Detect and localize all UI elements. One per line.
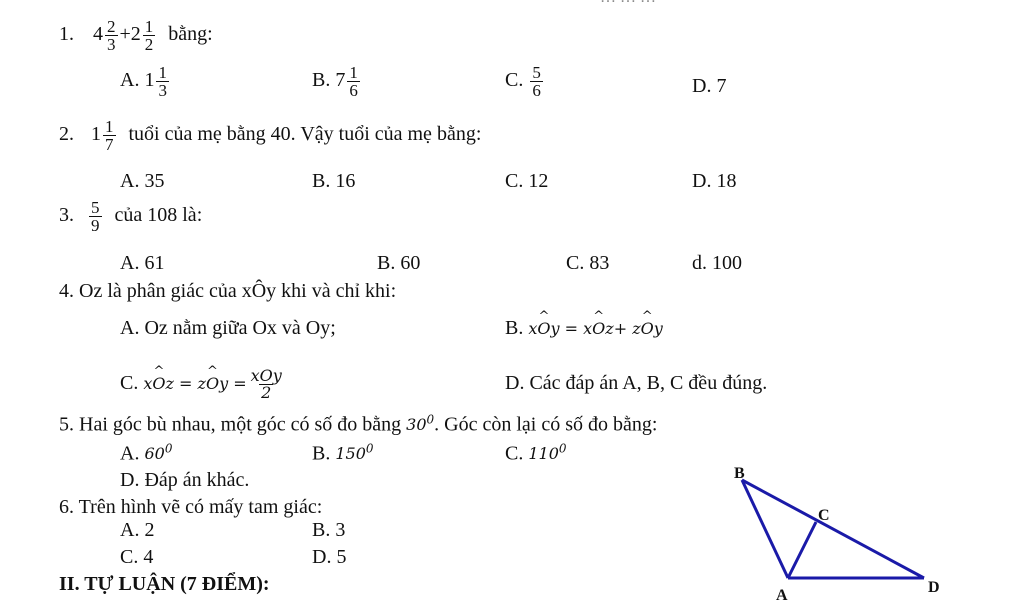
- q5-deg-sup: 0: [426, 413, 435, 427]
- q2-option-c[interactable]: C. 12: [505, 170, 549, 192]
- q1-c-label: C.: [505, 69, 524, 92]
- q2-text: tuổi của mẹ bằng 40. Vậy tuổi của mẹ bằng:: [128, 123, 482, 146]
- q2-option-d[interactable]: D. 18: [692, 170, 737, 192]
- q5-c-value: [528, 444, 566, 463]
- q5-option-d[interactable]: D. Đáp án khác.: [120, 469, 250, 491]
- q1-b-den: 6: [349, 81, 358, 100]
- q3-frac-num: 5: [91, 198, 100, 217]
- q5-b-label: B.: [312, 442, 331, 465]
- vertex-a-label: A: [776, 587, 788, 602]
- vertex-c-label: C: [818, 507, 830, 524]
- q4-c-label: C.: [120, 372, 139, 395]
- q5-a-label: A.: [120, 442, 140, 465]
- q1-whole-b: 2: [130, 23, 141, 46]
- q3-fraction: [89, 199, 102, 234]
- q1-frac-a-den: 3: [107, 35, 116, 54]
- q1-b-whole: 7: [335, 69, 346, 92]
- q1-a-label: A.: [120, 69, 140, 92]
- q5-b-sup: 0: [365, 442, 374, 456]
- q5-text-b: . Góc còn lại có số đo bằng:: [434, 413, 658, 436]
- q1-option-d[interactable]: D. 7: [692, 75, 727, 97]
- q4-c-frac-num: xOy: [250, 366, 282, 385]
- q5-degree: [406, 415, 434, 434]
- q1-a-den: 3: [158, 81, 167, 100]
- q4-b-formula: x^ Oy = x^ Oz+ z^ Oy: [528, 319, 662, 338]
- question-1: [59, 18, 213, 53]
- vertex-b-label: B: [734, 465, 745, 482]
- q1-a-whole: 1: [144, 69, 155, 92]
- q5-a-sup: 0: [164, 442, 173, 456]
- q4-b-label: B.: [505, 317, 524, 339]
- q1-c-fraction: [530, 64, 543, 99]
- q3-text: của 108 là:: [114, 204, 203, 227]
- q1-option-c[interactable]: [505, 64, 545, 99]
- q1-c-den: 6: [532, 81, 541, 100]
- question-2: [59, 118, 481, 153]
- q5-a-val: 60: [144, 444, 165, 464]
- q4-option-c[interactable]: [120, 368, 286, 401]
- q3-frac-den: 9: [91, 216, 100, 235]
- edge-ac: [788, 522, 816, 578]
- q2-option-b[interactable]: B. 16: [312, 170, 356, 192]
- q1-a-num: 1: [158, 63, 167, 82]
- q1-option-a[interactable]: [120, 64, 171, 99]
- q3-option-b[interactable]: B. 60: [377, 252, 421, 274]
- q5-option-b[interactable]: [312, 443, 374, 463]
- q1-plus: +: [119, 23, 131, 46]
- q2-frac-den: 7: [105, 135, 114, 154]
- q5-option-a[interactable]: [120, 443, 172, 463]
- q4-c-fraction: [249, 368, 284, 401]
- q1-number: 1.: [59, 23, 74, 46]
- q1-b-num: 1: [349, 63, 358, 82]
- q6-text: 6. Trên hình vẽ có mấy tam giác:: [59, 496, 323, 518]
- q5-c-sup: 0: [558, 442, 567, 456]
- q4-option-b[interactable]: [505, 318, 663, 338]
- q6-option-b[interactable]: B. 3: [312, 519, 346, 541]
- triangle-figure: [730, 462, 980, 602]
- q2-fraction: [103, 118, 116, 153]
- vertex-d-label: D: [928, 579, 940, 596]
- q2-number: 2.: [59, 123, 74, 146]
- q5-text-a: 5. Hai góc bù nhau, một góc có số đo bằng: [59, 413, 402, 436]
- q5-b-value: [335, 444, 373, 463]
- q5-c-label: C.: [505, 442, 524, 465]
- q4-c-formula: x^ Oz = z^ Oy =: [143, 374, 246, 393]
- question-3: [59, 199, 202, 234]
- q5-deg-val: 30: [406, 415, 427, 435]
- q1-c-num: 5: [532, 63, 541, 82]
- q1-text: bằng:: [168, 23, 213, 46]
- q6-option-a[interactable]: A. 2: [120, 519, 155, 541]
- section-heading: II. TỰ LUẬN (7 ĐIỂM):: [59, 573, 270, 595]
- q1-option-b[interactable]: [312, 64, 362, 99]
- q1-frac-b-num: 1: [144, 17, 154, 36]
- q1-whole-a: 4: [93, 23, 103, 46]
- q5-option-c[interactable]: [505, 443, 567, 463]
- question-5: [59, 414, 657, 434]
- q6-option-c[interactable]: C. 4: [120, 546, 154, 568]
- edge-ba: [742, 480, 788, 578]
- q1-b-label: B.: [312, 69, 331, 92]
- q4-text: 4. Oz là phân giác của xÔy khi và chỉ khi:: [59, 280, 397, 302]
- top-fragment: [600, 0, 656, 6]
- q5-c-val: 110: [528, 444, 559, 464]
- q1-fraction-a: [105, 18, 118, 53]
- q4-c-frac-den: 2: [261, 383, 272, 402]
- q1-fraction-b: [143, 18, 156, 53]
- q4-option-a[interactable]: A. Oz nằm giữa Ox và Oy;: [120, 317, 336, 339]
- q5-b-val: 150: [335, 444, 366, 464]
- edge-bd: [742, 480, 924, 578]
- q1-a-fraction: [156, 64, 169, 99]
- q1-b-fraction: [347, 64, 360, 99]
- q1-frac-a-num: 2: [107, 17, 116, 36]
- q2-frac-num: 1: [105, 117, 114, 136]
- q3-number: 3.: [59, 204, 74, 227]
- q3-option-c[interactable]: C. 83: [566, 252, 610, 274]
- q4-option-d[interactable]: D. Các đáp án A, B, C đều đúng.: [505, 372, 768, 394]
- q3-option-d[interactable]: d. 100: [692, 252, 742, 274]
- q3-option-a[interactable]: A. 61: [120, 252, 165, 274]
- q2-whole: 1: [91, 123, 101, 146]
- q5-a-value: [144, 444, 172, 463]
- q2-option-a[interactable]: A. 35: [120, 170, 165, 192]
- q1-frac-b-den: 2: [144, 35, 154, 54]
- q6-option-d[interactable]: D. 5: [312, 546, 347, 568]
